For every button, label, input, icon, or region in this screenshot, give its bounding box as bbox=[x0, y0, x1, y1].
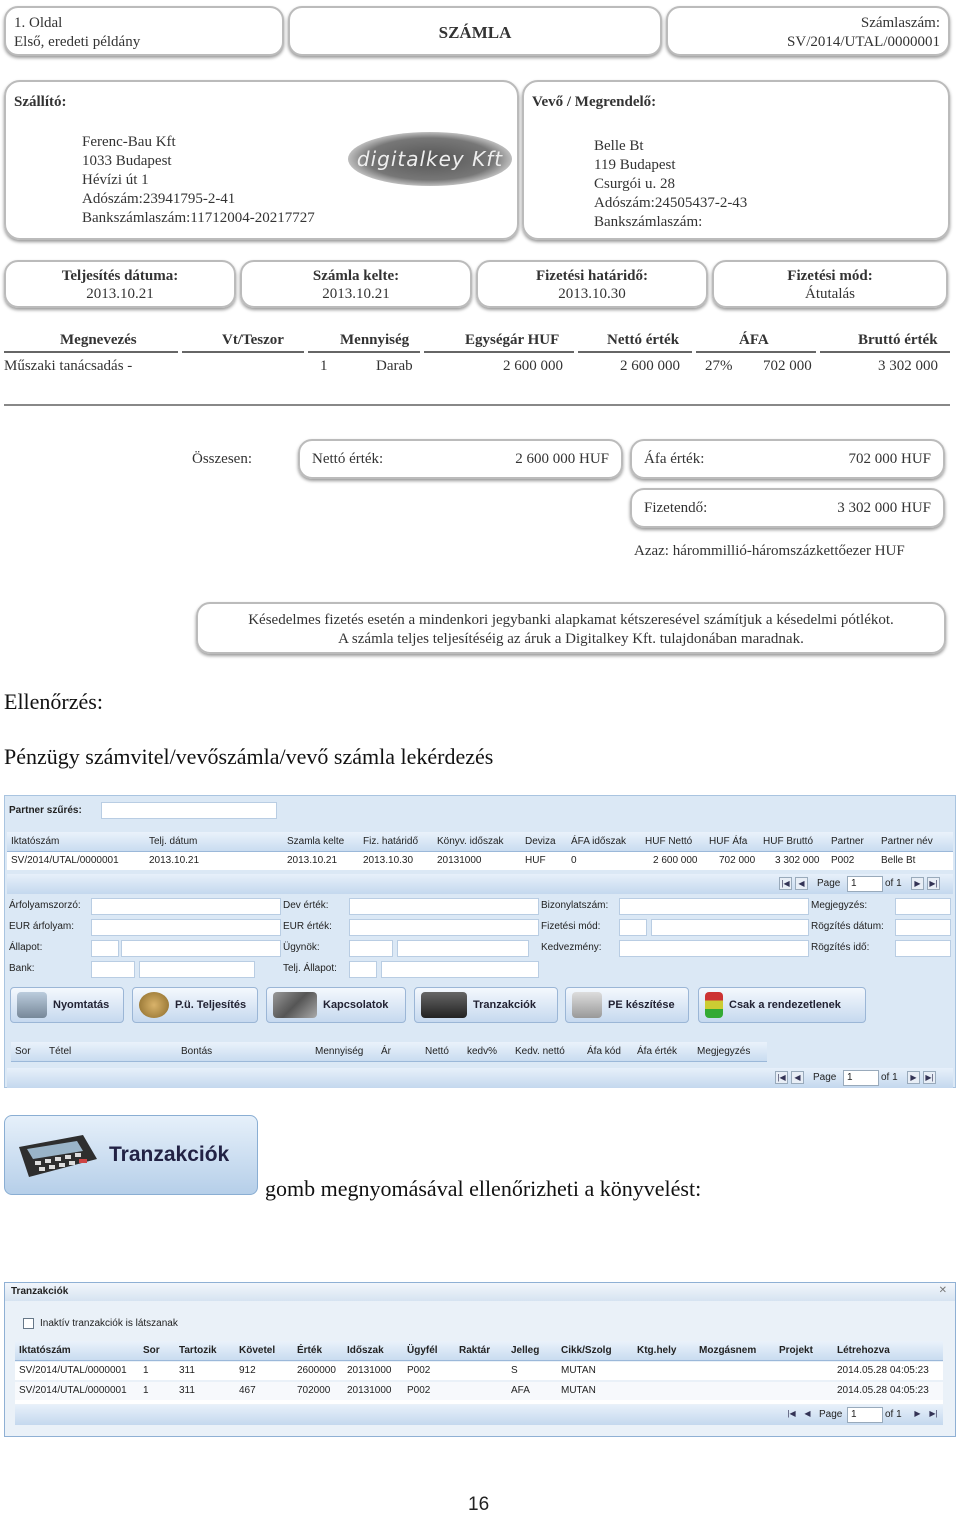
bank-code-field[interactable] bbox=[91, 961, 135, 978]
field-label: Árfolyamszorzó: bbox=[9, 900, 81, 911]
item-vat-rate: 27% bbox=[705, 358, 733, 374]
invoice-number-box bbox=[666, 6, 950, 56]
calculator-icon bbox=[13, 1129, 99, 1181]
supplier-title: Szállító: bbox=[14, 94, 67, 110]
eur-rate-field[interactable] bbox=[91, 919, 281, 936]
net-total-box: Nettó érték: 2 600 000 HUF bbox=[298, 439, 623, 479]
total-label: Összesen: bbox=[192, 451, 252, 467]
rate-multiplier-field[interactable] bbox=[91, 898, 281, 915]
supplier-line: Hévízi út 1 bbox=[82, 172, 149, 188]
record-date-field[interactable] bbox=[895, 919, 951, 936]
field-label: EUR árfolyam: bbox=[9, 921, 75, 932]
partner-filter-label: Partner szűrés: bbox=[9, 805, 82, 816]
inactive-checkbox-label: Inaktív tranzakciók is látszanak bbox=[40, 1318, 178, 1329]
buyer-line: Belle Bt bbox=[594, 138, 644, 154]
logo-text: digitalkey Kft bbox=[356, 147, 504, 171]
page-number: 16 bbox=[468, 1494, 490, 1515]
buyer-box bbox=[522, 80, 950, 240]
field-label: Állapot: bbox=[9, 942, 43, 953]
invoice-note: Késedelmes fizetés esetén a mindenkori jegybanki alapkamat kétszeresével számítjuk a késedelmi pótlékot. A számla teljes teljesítéséig az áruk a Digitalkey Kft. tulajdonában maradnak. bbox=[196, 602, 946, 654]
window-title: Tranzakciók bbox=[11, 1286, 69, 1297]
partner-filter-input[interactable] bbox=[101, 802, 277, 819]
col-header: Vt/Teszor bbox=[222, 332, 284, 348]
field-label: EUR érték: bbox=[283, 921, 332, 932]
agent-field[interactable] bbox=[397, 940, 529, 957]
transactions-window bbox=[4, 1282, 956, 1437]
fulfil-status-code-field[interactable] bbox=[349, 961, 377, 978]
window-titlebar bbox=[5, 1283, 955, 1301]
table-row[interactable]: SV/2014/UTAL/0000001 1 311 912 2600000 20131000 P002 S MUTAN 2014.05.28 04:05:23 bbox=[15, 1362, 943, 1380]
pay-total-box: Fizetendő: 3 302 000 HUF bbox=[630, 488, 945, 528]
money-bag-icon bbox=[139, 992, 169, 1018]
fulfil-status-field[interactable] bbox=[381, 961, 539, 978]
item-qty: 1 bbox=[320, 358, 328, 374]
date-box: Fizetési mód: Átutalás bbox=[712, 260, 948, 308]
payment-mode-field[interactable] bbox=[651, 919, 809, 936]
menu-path: Pénzügy számvitel/vevőszámla/vevő számla lekérdezés bbox=[4, 744, 494, 769]
field-label: Bank: bbox=[9, 963, 35, 974]
table-row[interactable]: SV/2014/UTAL/0000001 2013.10.21 2013.10.21 2013.10.30 20131000 HUF 0 2 600 000 702 000 3 302 000 P002 Belle Bt bbox=[7, 852, 953, 870]
dev-value-field[interactable] bbox=[349, 898, 539, 915]
page-input[interactable]: 1 bbox=[843, 1070, 879, 1086]
prev-page-button[interactable]: ◀ bbox=[795, 877, 808, 890]
transactions-button-closeup[interactable] bbox=[4, 1115, 258, 1195]
last-page-button[interactable]: ▶| bbox=[929, 1409, 938, 1418]
transactions-button[interactable]: Tranzakciók bbox=[414, 987, 558, 1023]
invoice-number-label: Számlaszám: bbox=[860, 15, 940, 31]
col-header: Egységár HUF bbox=[465, 332, 560, 348]
eur-value-field[interactable] bbox=[349, 919, 539, 936]
invoice-copy: Első, eredeti példány bbox=[14, 34, 141, 50]
transactions-pager: |◀ ◀ Page 1 of 1 ▶ ▶| bbox=[15, 1405, 943, 1425]
cash-register-icon bbox=[572, 992, 602, 1018]
page-input[interactable]: 1 bbox=[847, 876, 883, 892]
calculator-icon bbox=[421, 992, 467, 1018]
connections-button[interactable]: Kapcsolatok bbox=[266, 987, 406, 1023]
field-label: Bizonylatszám: bbox=[541, 900, 609, 911]
item-unit-price: 2 600 000 bbox=[503, 358, 563, 374]
col-header: Nettó érték bbox=[607, 332, 680, 348]
transactions-grid-header: Iktatószám Sor Tartozik Követel Érték Időszak Ügyfél Raktár Jelleg Cikk/Szolg Ktg.hely Mozgásnem Projekt Létrehozva bbox=[15, 1341, 943, 1361]
next-page-button[interactable]: ▶ bbox=[914, 1409, 921, 1418]
supplier-line: 1033 Budapest bbox=[82, 153, 172, 169]
invoice-page: 1. Oldal bbox=[14, 15, 63, 31]
discount-field[interactable] bbox=[619, 940, 809, 957]
supplier-line: Adószám:23941795-2-41 bbox=[82, 191, 236, 207]
invoice-page-box bbox=[4, 6, 284, 56]
supplier-line: Bankszámlaszám:11712004-20217727 bbox=[82, 210, 315, 226]
items-grid-pager: |◀ ◀ Page 1 of 1 ▶ ▶| bbox=[7, 1068, 953, 1088]
field-label: Fizetési mód: bbox=[541, 921, 601, 932]
printer-icon bbox=[17, 992, 47, 1018]
big-button-label: Tranzakciók bbox=[109, 1143, 230, 1166]
invoice-title: SZÁMLA bbox=[288, 6, 662, 56]
field-label: Kedvezmény: bbox=[541, 942, 602, 953]
buyer-line: Csurgói u. 28 bbox=[594, 176, 675, 192]
close-icon[interactable]: ✕ bbox=[938, 1285, 947, 1296]
payment-fulfilment-button[interactable]: P.ü. Teljesítés bbox=[132, 987, 258, 1023]
digitalkey-logo bbox=[348, 132, 512, 186]
after-button-text: gomb megnyomásával ellenőrizheti a könyvelést: bbox=[265, 1176, 702, 1201]
amount-in-words: Azaz: hárommillió-háromszázkettőezer HUF bbox=[634, 543, 905, 559]
col-header: Bruttó érték bbox=[858, 332, 938, 348]
agent-code-field[interactable] bbox=[349, 940, 393, 957]
date-box: Számla kelte: 2013.10.21 bbox=[240, 260, 472, 308]
date-box: Fizetési határidő: 2013.10.30 bbox=[476, 260, 708, 308]
col-header: Mennyiség bbox=[340, 332, 410, 348]
buyer-line: 119 Budapest bbox=[594, 157, 676, 173]
supplier-line: Ferenc-Bau Kft bbox=[82, 134, 176, 150]
col-header: Megnevezés bbox=[60, 332, 137, 348]
invoice-query-window bbox=[4, 795, 956, 1088]
first-page-button[interactable]: |◀ bbox=[775, 1071, 788, 1084]
status-code-field[interactable] bbox=[91, 940, 119, 957]
field-label: Rögzítés idő: bbox=[811, 942, 870, 953]
create-pe-button[interactable]: PE készítése bbox=[565, 987, 689, 1023]
bank-field[interactable] bbox=[139, 961, 255, 978]
document-number-field[interactable] bbox=[619, 898, 809, 915]
buyer-title: Vevő / Megrendelő: bbox=[532, 94, 657, 110]
inactive-checkbox[interactable] bbox=[23, 1318, 34, 1329]
chain-icon bbox=[273, 992, 317, 1018]
record-time-field[interactable] bbox=[895, 940, 951, 957]
field-label: Dev érték: bbox=[283, 900, 329, 911]
next-page-button[interactable]: ▶ bbox=[911, 877, 924, 890]
date-box: Teljesítés dátuma: 2013.10.21 bbox=[4, 260, 236, 308]
last-page-button[interactable]: ▶| bbox=[923, 1071, 936, 1084]
item-unit: Darab bbox=[376, 358, 413, 374]
buyer-line: Bankszámlaszám: bbox=[594, 214, 703, 230]
invoice-grid-header: Iktatószám Telj. dátum Szamla kelte Fiz. határidő Könyv. időszak Deviza ÁFA időszak HUF Nettó HUF Áfa HUF Bruttó Partner Partner név bbox=[7, 832, 953, 852]
traffic-light-icon bbox=[705, 992, 723, 1018]
field-label: Rögzítés dátum: bbox=[811, 921, 884, 932]
col-header: ÁFA bbox=[739, 332, 769, 348]
item-net: 2 600 000 bbox=[620, 358, 680, 374]
next-page-button[interactable]: ▶ bbox=[907, 1071, 920, 1084]
invoice-number: SV/2014/UTAL/0000001 bbox=[787, 34, 940, 50]
first-page-button[interactable]: |◀ bbox=[779, 877, 792, 890]
prev-page-button[interactable]: ◀ bbox=[804, 1409, 811, 1418]
item-vat: 702 000 bbox=[763, 358, 812, 374]
field-label: Telj. Állapot: bbox=[283, 963, 337, 974]
page-input[interactable]: 1 bbox=[847, 1407, 883, 1423]
vat-total-box: Áfa érték: 702 000 HUF bbox=[630, 439, 945, 479]
check-heading: Ellenőrzés: bbox=[4, 689, 103, 714]
prev-page-button[interactable]: ◀ bbox=[791, 1071, 804, 1084]
items-grid-header: Sor Tétel Bontás Mennyiség Ár Nettó kedv% Kedv. nettó Áfa kód Áfa érték Megjegyzés bbox=[11, 1042, 767, 1062]
unsettled-only-button[interactable]: Csak a rendezetlenek bbox=[698, 987, 866, 1023]
divider bbox=[4, 404, 950, 406]
field-label: Megjegyzés: bbox=[811, 900, 868, 911]
table-row[interactable]: SV/2014/UTAL/0000001 1 311 467 702000 20131000 P002 AFA MUTAN 2014.05.28 04:05:23 bbox=[15, 1382, 943, 1400]
last-page-button[interactable]: ▶| bbox=[927, 877, 940, 890]
print-button[interactable]: Nyomtatás bbox=[10, 987, 124, 1023]
buyer-line: Adószám:24505437-2-43 bbox=[594, 195, 748, 211]
invoice-grid-pager: |◀ ◀ Page 1 of 1 ▶ ▶| bbox=[7, 874, 953, 894]
field-label: Ügynök: bbox=[283, 942, 320, 953]
first-page-button[interactable]: |◀ bbox=[787, 1409, 796, 1418]
item-name: Műszaki tanácsadás - bbox=[4, 358, 133, 374]
status-field[interactable] bbox=[121, 940, 281, 957]
remark-field[interactable] bbox=[895, 898, 951, 915]
payment-mode-code-field[interactable] bbox=[619, 919, 647, 936]
item-gross: 3 302 000 bbox=[878, 358, 938, 374]
